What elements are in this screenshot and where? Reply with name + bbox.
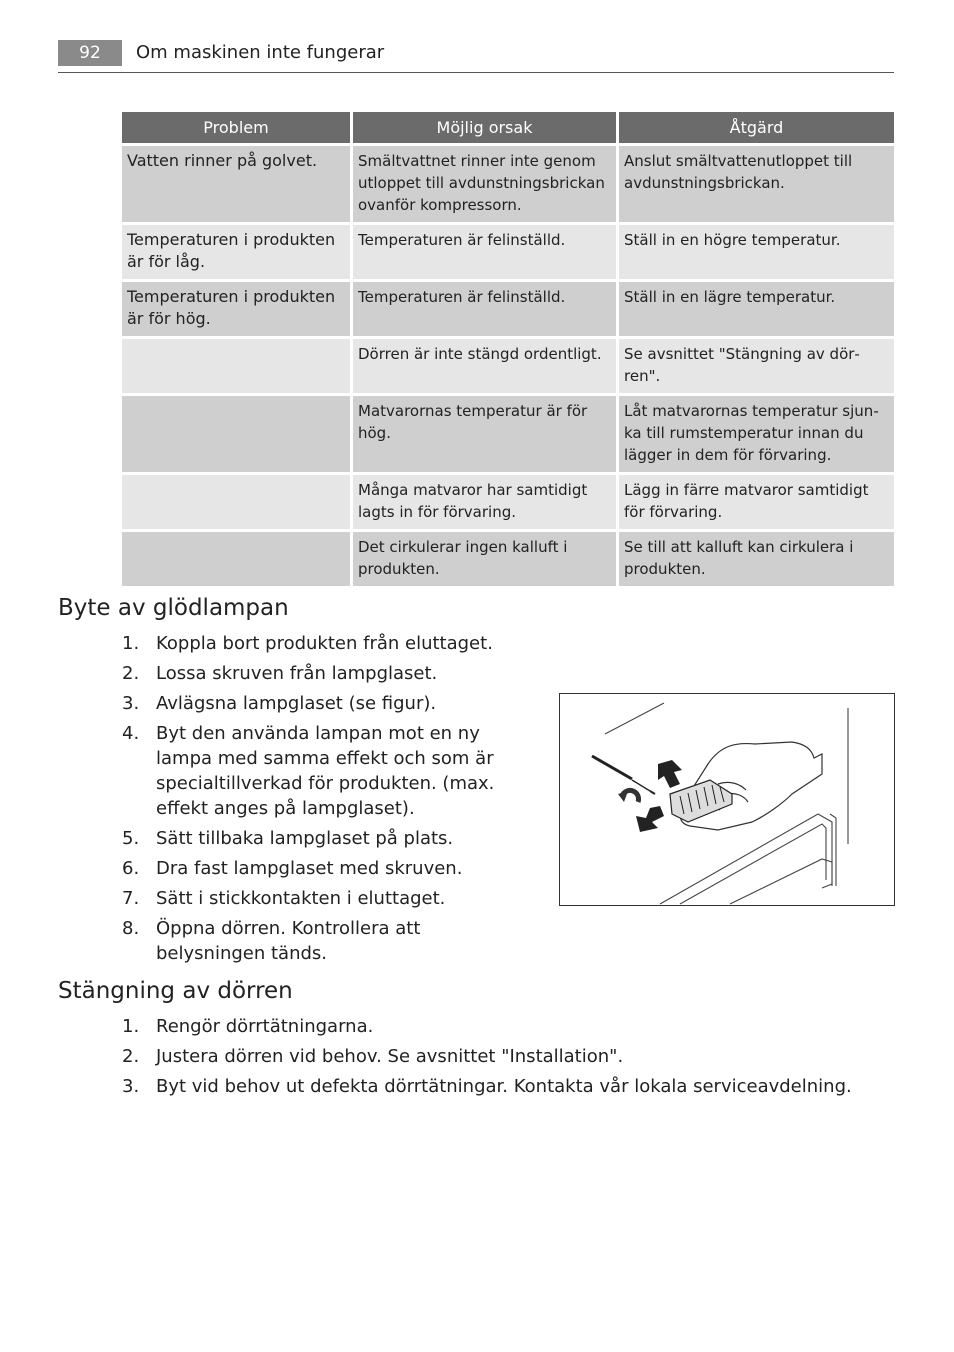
list-item — [122, 1014, 882, 1039]
step-text: Sätt i stickkontakten i eluttaget. — [156, 888, 446, 909]
problem-cell — [122, 475, 353, 532]
table-row — [122, 225, 894, 282]
list-item — [122, 1044, 882, 1069]
list-item — [122, 856, 522, 881]
step-number: 8. — [122, 918, 140, 939]
lamp-illustration — [560, 694, 894, 905]
lamp-replacement-figure — [559, 693, 895, 906]
cause-cell: Temperaturen är felinställd. — [353, 225, 619, 282]
table-row — [122, 532, 894, 586]
table-row — [122, 146, 894, 225]
step-text: Sätt tillbaka lampglaset på plats. — [156, 828, 454, 849]
action-cell: Ställ in en högre temperatur. — [619, 225, 894, 282]
cause-cell: Det cirkulerar ingen kalluft i produkten. — [353, 532, 619, 586]
step-text: Avlägsna lampglaset (se figur). — [156, 693, 437, 714]
step-text: Byt vid behov ut defekta dörrtätningar. Kontakta vår lokala serviceavdelning. — [156, 1076, 852, 1097]
step-number: 3. — [122, 1076, 140, 1097]
step-number: 2. — [122, 1046, 140, 1067]
troubleshooting-table — [122, 112, 894, 586]
list-item — [122, 886, 522, 911]
problem-cell: Temperaturen i produkten är för hög. — [122, 282, 353, 339]
problem-cell — [122, 339, 353, 396]
column-header-action: Åtgärd — [619, 112, 894, 146]
step-number: 1. — [122, 1016, 140, 1037]
step-text: Koppla bort produkten från eluttaget. — [156, 633, 493, 654]
section-title-door: Stängning av dörren — [58, 978, 293, 1004]
table-row — [122, 339, 894, 396]
section-title-lamp: Byte av glödlampan — [58, 595, 289, 621]
step-number: 3. — [122, 693, 140, 714]
problem-cell — [122, 396, 353, 475]
table-row — [122, 475, 894, 532]
list-item — [122, 916, 522, 966]
list-item — [122, 721, 522, 821]
step-number: 5. — [122, 828, 140, 849]
arrow-up-right-icon — [658, 760, 682, 788]
page-number: 92 — [58, 40, 122, 66]
step-text: Byt den använda lampan mot en ny lampa med samma effekt och som är specialtillverkad för produkten. (max. effekt anges på lampglaset). — [156, 723, 495, 819]
step-number: 6. — [122, 858, 140, 879]
action-cell: Låt matvarornas temperatur sjunka till rumstemperatur innan du lägger in dem för förvaring. — [619, 396, 894, 475]
screwdriver-icon — [592, 756, 655, 794]
door-steps-list — [122, 1014, 882, 1104]
step-text: Dra fast lampglaset med skruven. — [156, 858, 463, 879]
step-text: Lossa skruven från lampglaset. — [156, 663, 438, 684]
problem-cell: Vatten rinner på golvet. — [122, 146, 353, 225]
table-row — [122, 396, 894, 475]
cause-cell: Dörren är inte stängd ordentligt. — [353, 339, 619, 396]
column-header-cause: Möjlig orsak — [353, 112, 619, 146]
step-number: 2. — [122, 663, 140, 684]
step-text: Öppna dörren. Kontrollera att belysningen tänds. — [156, 918, 421, 964]
problem-cell — [122, 532, 353, 586]
cause-cell: Smältvattnet rinner inte genom utloppet till avdunstningsbrickan ovanför kompressorn. — [353, 146, 619, 225]
column-header-problem: Problem — [122, 112, 353, 146]
table-header-row — [122, 112, 894, 146]
list-item — [122, 631, 522, 656]
step-number: 1. — [122, 633, 140, 654]
list-item — [122, 691, 522, 716]
chapter-title: Om maskinen inte fungerar — [136, 42, 385, 63]
list-item — [122, 826, 522, 851]
list-item — [122, 1074, 882, 1099]
step-number: 4. — [122, 723, 140, 744]
action-cell: Se till att kalluft kan cirkulera i produkten. — [619, 532, 894, 586]
step-text: Justera dörren vid behov. Se avsnittet "Installation". — [156, 1046, 624, 1067]
cause-cell: Många matvaror har samtidigt lagts in för förvaring. — [353, 475, 619, 532]
table-row — [122, 282, 894, 339]
arrow-down-left-icon — [636, 806, 664, 832]
rotate-arrow-icon — [618, 790, 639, 802]
step-text: Rengör dörrtätningarna. — [156, 1016, 374, 1037]
problem-cell: Temperaturen i produkten är för låg. — [122, 225, 353, 282]
cause-cell: Matvarornas temperatur är för hög. — [353, 396, 619, 475]
step-number: 7. — [122, 888, 140, 909]
page-header — [58, 40, 894, 73]
action-cell: Se avsnittet "Stängning av dörren". — [619, 339, 894, 396]
action-cell: Anslut smältvattenutloppet till avdunstningsbrickan. — [619, 146, 894, 225]
action-cell: Ställ in en lägre temperatur. — [619, 282, 894, 339]
action-cell: Lägg in färre matvaror samtidigt för förvaring. — [619, 475, 894, 532]
cause-cell: Temperaturen är felinställd. — [353, 282, 619, 339]
list-item — [122, 661, 522, 686]
lamp-steps-list — [122, 631, 522, 971]
